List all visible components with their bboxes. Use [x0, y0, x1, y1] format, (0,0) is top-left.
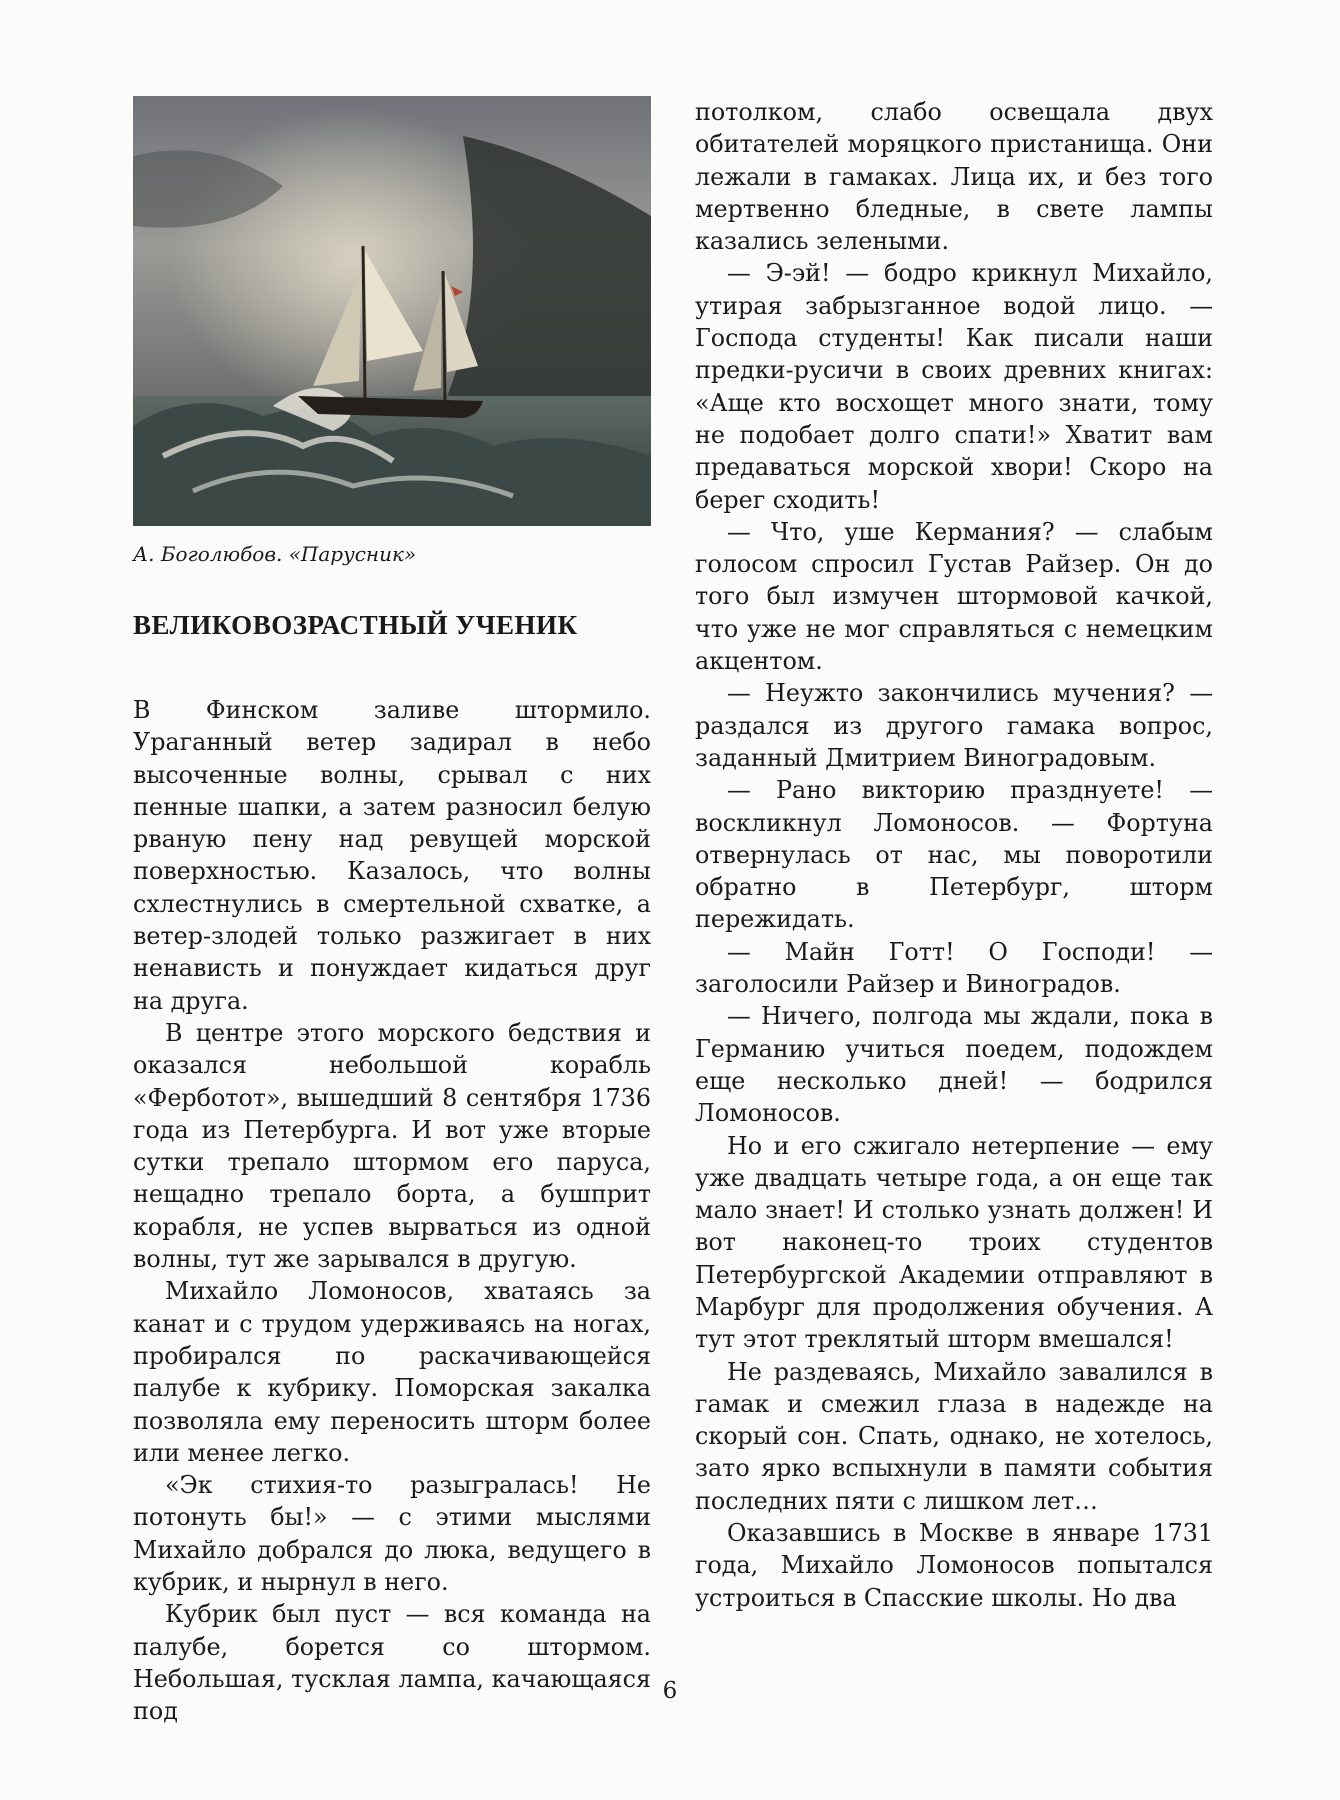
- paragraph: Михайло Ломоносов, хватаясь за канат и с трудом удерживаясь на ногах, пробирался по раскачивающейся палубе к кубрику. Поморская закалка позволяла ему переносить шторм более или менее легко.: [133, 1277, 651, 1467]
- figure-caption: А. Боголюбов. «Парусник»: [133, 542, 417, 566]
- paragraph: В центре этого морского бедствия и оказался небольшой корабль «Ферботот», вышедший 8 сентября 1736 года из Петербурга. И вот уже вторые сутки трепало штормом его паруса, нещадно трепало борта, а бушприт корабля, не успев вырваться из одной волны, тут же зарывался в другую.: [133, 1018, 651, 1274]
- paragraph: Кубрик был пуст — вся команда на палубе, борется со штормом. Небольшая, тусклая лампа, качающаяся под: [133, 1600, 651, 1726]
- paragraph: «Эк стихия-то разыгралась! Не потонуть бы!» — с этими мыслями Михайло добрался до люка, ведущего в кубрик, и нырнул в него.: [133, 1471, 651, 1597]
- paragraph: Но и его сжигало нетерпение — ему уже двадцать четыре года, а он еще так мало знает! И столько узнать должен! И вот наконец-то троих студентов Петербургской Академии отправляют в Марбург для продолжения обучения. А тут этот треклятый шторм вмешался!: [695, 1131, 1213, 1354]
- painting-sailing-ship: [133, 96, 651, 526]
- paragraph: — Майн Готт! О Господи! — заголосили Райзер и Виноградов.: [695, 937, 1213, 999]
- paragraph: — Э-эй! — бодро крикнул Михайло, утирая забрызганное водой лицо. — Господа студенты! Как писали наши предки-русичи в своих древних книгах: «Аще кто восхощет много знати, тому не подобает долго спати!» Хватит вам предаваться морской хвори! Скоро на берег сходить!: [695, 259, 1213, 514]
- paragraph: потолком, слабо освещала двух обитателей моряцкого пристанища. Они лежали в гамаках. Лица их, и без того мертвенно бледные, в свете лампы казались зелеными.: [695, 98, 1213, 256]
- paragraph: В Финском заливе штормило. Ураганный ветер задирал в небо высоченные волны, срывал с них пенные шапки, а затем разносил белую рваную пену над ревущей морской поверхностью. Казалось, что волны схлестнулись в смертельной схватке, а ветер-злодей только разжигает в них ненависть и понуждает кидаться друг на друга.: [133, 696, 651, 1015]
- paragraph: Оказавшись в Москве в январе 1731 года, Михайло Ломоносов попытался устроиться в Спасские школы. Но два: [695, 1519, 1213, 1612]
- page-number: 6: [662, 1678, 678, 1704]
- paragraph: — Что, уше Кермания? — слабым голосом спросил Густав Райзер. Он до того был измучен штормовой качкой, что уже не мог справляться с немецким акцентом.: [695, 517, 1213, 676]
- paragraph: — Ничего, полгода мы ждали, пока в Германию учиться поедем, подождем еще несколько дней! — бодрился Ломоносов.: [695, 1002, 1213, 1128]
- chapter-heading: ВЕЛИКОВОЗРАСТНЫЙ УЧЕНИК: [133, 610, 578, 640]
- paragraph: — Неужто закончились мучения? — раздался из другого гамака вопрос, заданный Дмитрием Виноградовым.: [695, 679, 1213, 772]
- right-column: [695, 96, 1213, 1614]
- paragraph: — Рано викторию празднуете! — воскликнул Ломоносов. — Фортуна отвернулась от нас, мы поворотили обратно в Петербург, шторм пережидать.: [695, 776, 1213, 934]
- paragraph: Не раздеваясь, Михайло завалился в гамак и смежил глаза в надежде на скорый сон. Спать, однако, не хотелось, зато ярко вспыхнули в памяти события последних пяти с лишком лет…: [695, 1357, 1213, 1515]
- left-column: [133, 96, 651, 1728]
